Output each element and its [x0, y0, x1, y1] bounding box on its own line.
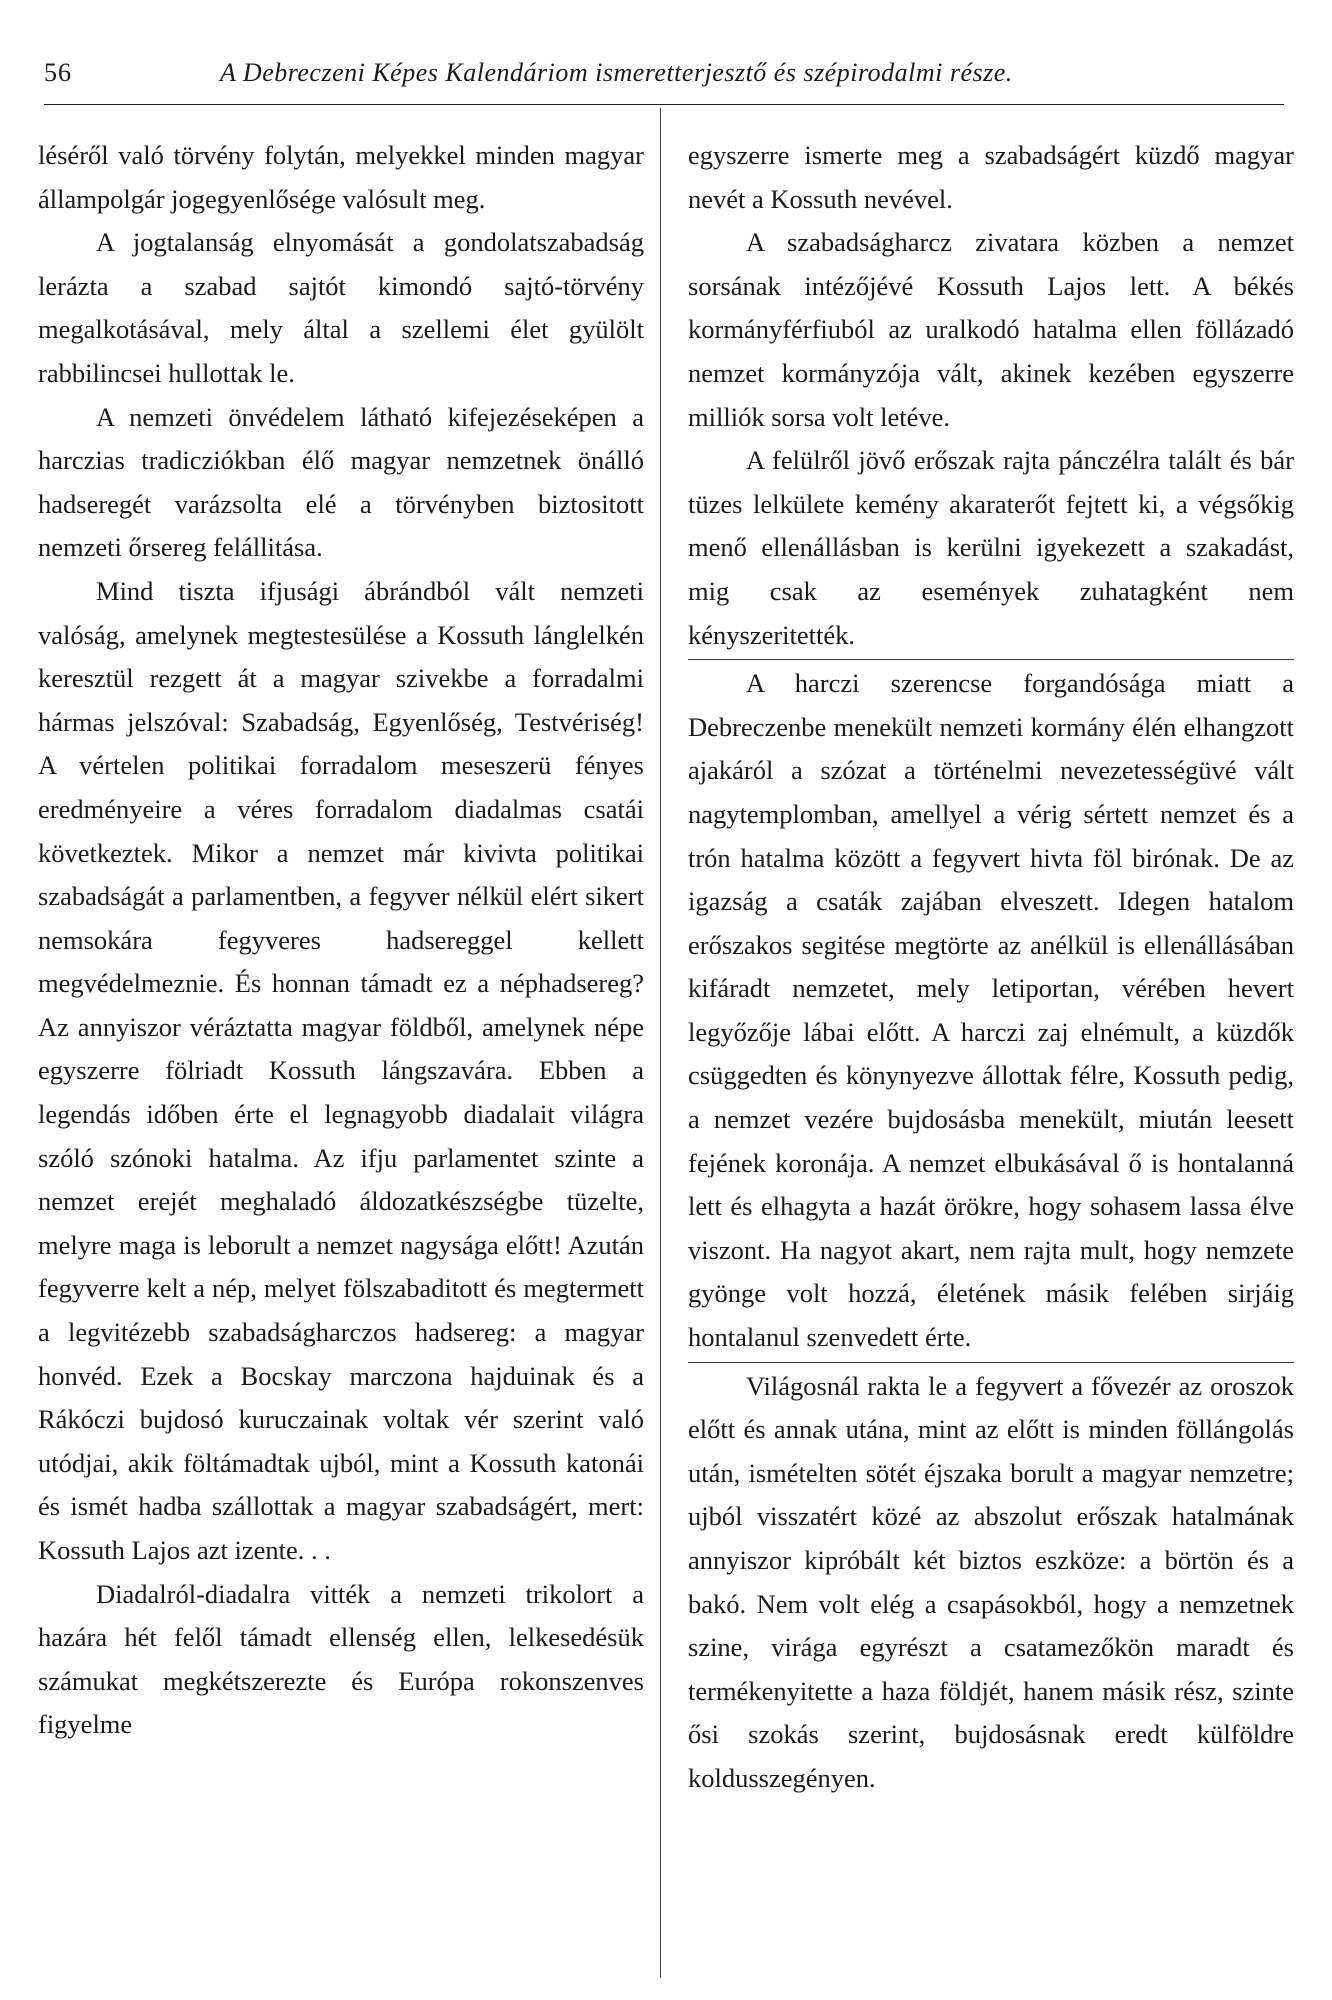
paragraph: A harczi szerencse forgandósága miatt a Debreczenbe menekült nemzeti kormány élén elhangzott ajakáról a szózat a történelmi nevezetességüvé vált nagytemplomban, amellyel a vérig sértett nemzet és a trón hatalma között a fegyvert hivta föl birónak. De az igazság a csaták zajában elveszett. Idegen hatalom erőszakos segitése megtörte az anélkül is ellenállásában kifáradt nemzetet, mely letiportan, vérében hevert legyőzője lábai előtt. A harczi zaj elnémult, a küzdők csüggedten és könynyezve állottak félre, Kossuth pedig, a nemzet vezére bujdosásba menekült, miután leesett fejének koronája. A nemzet elbukásával ő is hontalanná lett és elhagyta a hazát örökre, hogy sohasem lassa élve viszont. Ha nagyot akart, nem rajta mult, hogy nemzete gyönge volt hozzá, életének másik felében sirjáig hontalanul szenvedett érte. — [688, 668, 1294, 1353]
right-column — [688, 134, 1294, 1801]
left-column — [38, 134, 644, 1747]
page-header — [44, 58, 1284, 98]
header-rule — [44, 104, 1284, 105]
paragraph: A szabadságharcz zivatara közben a nemzet sorsának intézőjévé Kossuth Lajos lett. A békés kormányférfiuból az uralkodó hatalma ellen föllázadó nemzet kormányzója vált, akinek kezében egyszerre milliók sorsa volt letéve. — [688, 227, 1294, 432]
paragraph: A felülről jövő erőszak rajta pánczélra talált és bár tüzes lelkülete kemény akaraterőt fejtett ki, a végsőkig menő ellenállásban is kerülni igyekezett a szakadást, mig csak az események zuhatagként nem kényszeritették. — [688, 445, 1294, 650]
paragraph: A jogtalanság elnyomását a gondolatszabadság lerázta a szabad sajtót kimondó sajtó-törvény megalkotásával, mely által a szellemi élet gyülölt rabbilincsei hullottak le. — [38, 227, 644, 388]
running-title: A Debreczeni Képes Kalendáriom ismeretterjesztő és szépirodalmi része. — [220, 58, 1013, 87]
paragraph: Mind tiszta ifjusági ábrándból vált nemzeti valóság, amelynek megtestesülése a Kossuth lánglelkén keresztül rezgett át a magyar szivekbe a forradalmi hármas jelszóval: Szabadság, Egyenlőség, Testvériség! A vértelen politikai forradalom meseszerü fényes eredményeire a véres forradalom diadalmas csatái következtek. Mikor a nemzet már kivivta politikai szabadságát a parlamentben, a fegyver nélkül elért sikert nemsokára fegyveres hadsereggel kellett megvédelmeznie. És honnan támadt ez a néphadsereg? Az annyiszor véráztatta magyar földből, amelynek népe egyszerre fölriadt Kossuth lángszavára. Ebben a legendás időben érte el legnagyobb diadalait világra szóló szónoki hatalma. Az ifju parlamentet szinte a nemzet erejét meghaladó áldozatkészségbe tüzelte, melyre maga is leborult a nemzet nagysága előtt! Azután fegyverre kelt a nép, melyet fölszabaditott és megtermett a legvitézebb szabadságharczos hadsereg: a magyar honvéd. Ezek a Bocskay marczona hajduinak és a Rákóczi bujdosó kuruczainak voltak vér szerint való utódjai, akik föltámadtak ujból, mint a Kossuth katonái és ismét hadba szállottak a magyar szabadságért, mert: Kossuth Lajos azt izente. . . — [38, 575, 644, 1565]
section-rule — [688, 659, 1294, 660]
paragraph: A nemzeti önvédelem látható kifejezéseképen a harczias tradicziókban élő magyar nemzetnek önálló hadseregét varázsolta elé a törvényben biztositott nemzeti őrsereg felállitása. — [38, 401, 644, 563]
section-rule — [688, 1362, 1294, 1363]
paragraph: egyszerre ismerte meg a szabadságért küzdő magyar nevét a Kossuth nevével. — [688, 140, 1294, 214]
paragraph: léséről való törvény folytán, melyekkel minden magyar állampolgár jogegyenlősége valósult meg. — [38, 140, 644, 214]
paragraph: Diadalról-diadalra vitték a nemzeti trikolort a hazára hét felől támadt ellenség ellen, lelkesedésük számukat megkétszerezte és Európa rokonszenves figyelme — [38, 1578, 644, 1740]
page-number: 56 — [44, 58, 72, 87]
column-divider — [660, 108, 661, 1978]
paragraph: Világosnál rakta le a fegyvert a fővezér az oroszok előtt és annak utána, mint az előtt is minden föllángolás után, ismételten sötét éjszaka borult a magyar nemzetre; ujból visszatért közé az abszolut erőszak hatalmának annyiszor kipróbált két biztos eszköze: a börtön és a bakó. Nem volt elég a csapásokból, hogy a nemzetnek szine, virága egyrészt a csatamezőkön maradt és termékenyitette a haza földjét, hanem másik rész, szinte ősi szokás szerint, bujdosásnak eredt külföldre koldusszegényen. — [688, 1370, 1294, 1793]
